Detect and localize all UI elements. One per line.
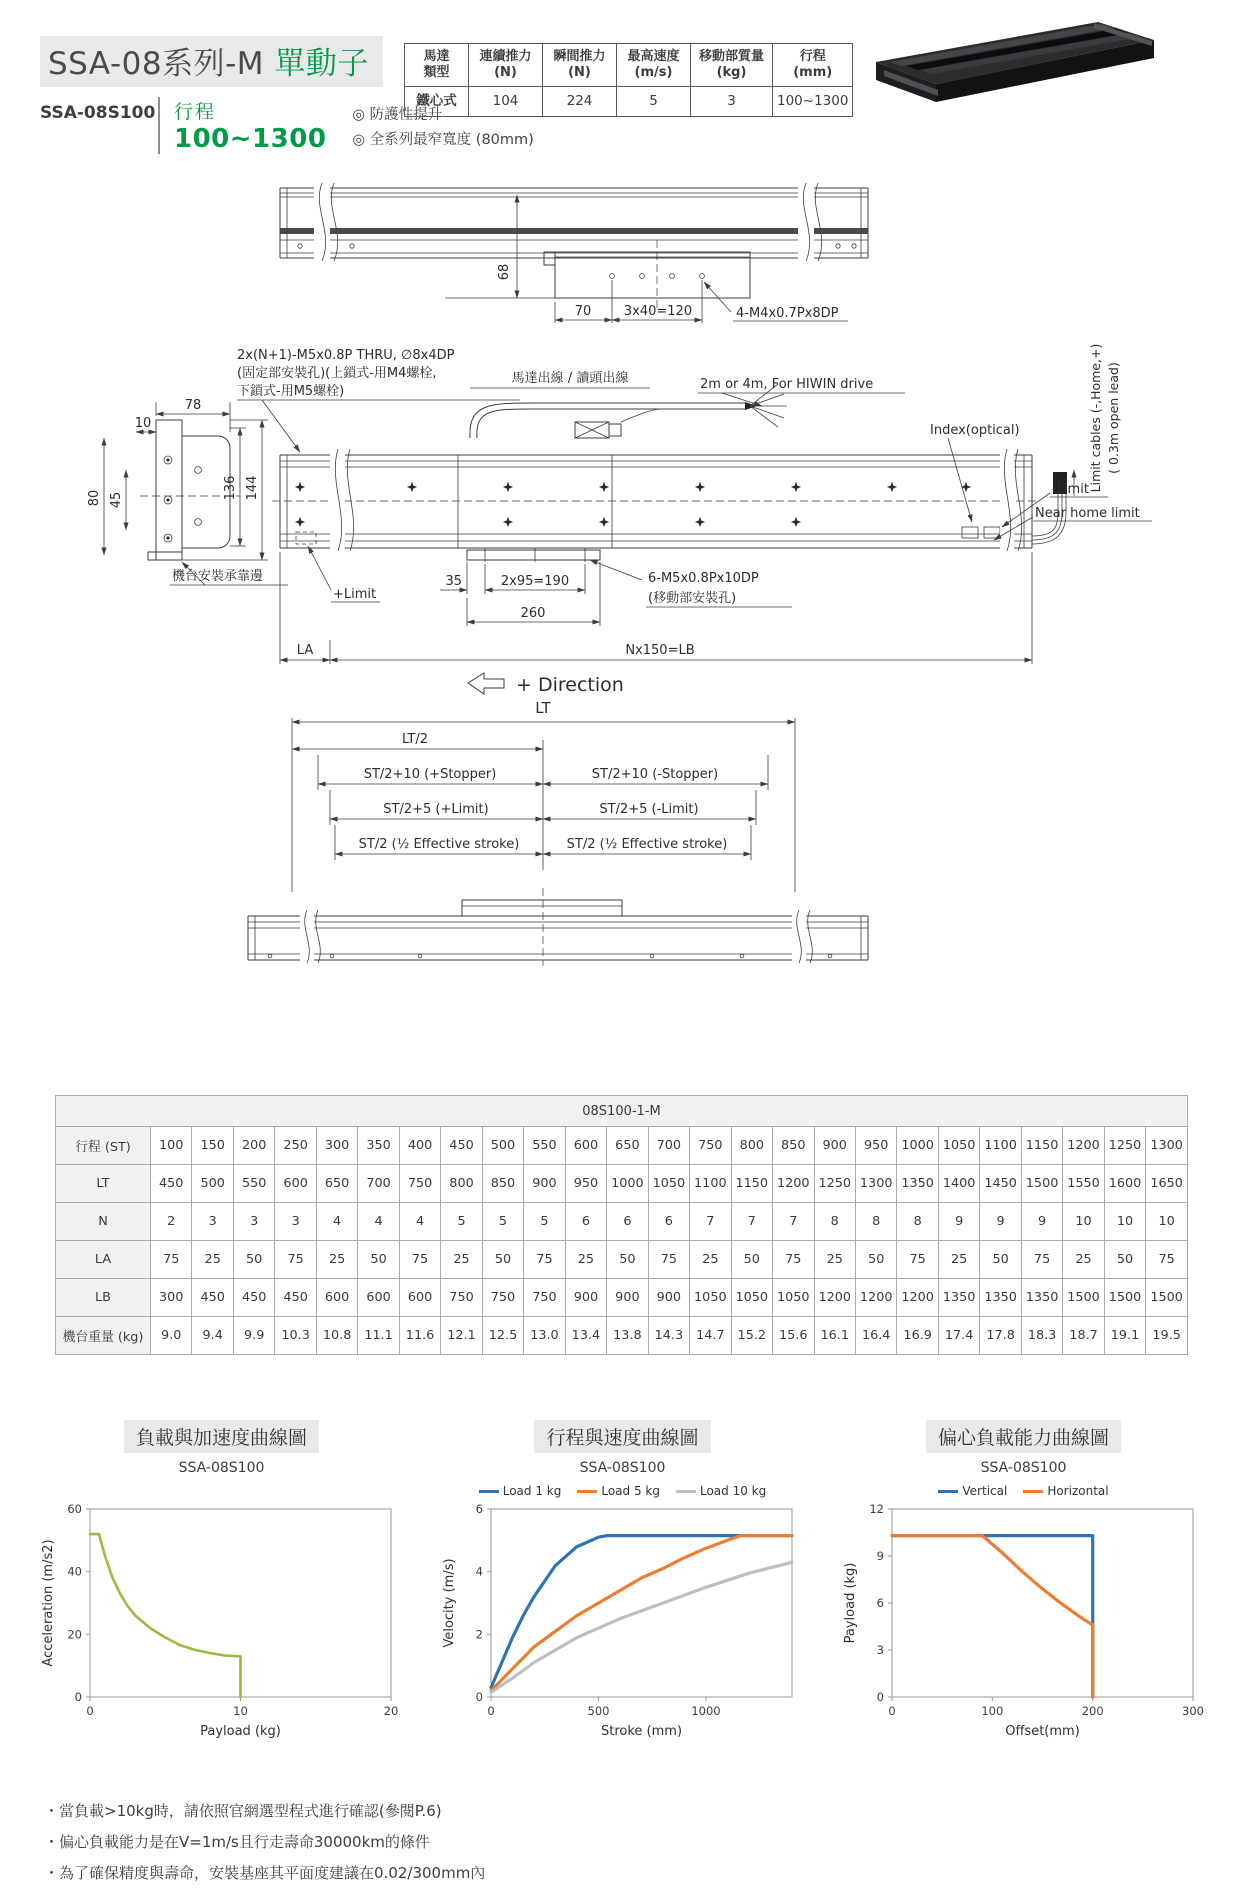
- dim-cell: 750: [441, 1279, 482, 1317]
- note-item: ・為了確保精度與壽命，安裝基座其平面度建議在0.02/300mm內: [44, 1863, 486, 1882]
- dim-cell: 9: [938, 1203, 979, 1241]
- dim-cell: 750: [399, 1165, 440, 1203]
- chart-legend: [439, 1481, 806, 1501]
- dim-cell: 16.1: [814, 1317, 855, 1355]
- chart-subtitle: SSA-08S100: [178, 1460, 265, 1476]
- svg-text:9: 9: [876, 1549, 884, 1563]
- dim-cell: 50: [980, 1241, 1021, 1279]
- svg-text:40: 40: [67, 1564, 82, 1579]
- dim-row-header: LB: [56, 1279, 151, 1317]
- dim-cell: 7: [690, 1203, 731, 1241]
- legend-item: Load 1 kg: [479, 1484, 562, 1498]
- svg-text:2: 2: [475, 1627, 483, 1642]
- title-main: SSA-08系列-M: [48, 46, 275, 82]
- dim-cell: 25: [1063, 1241, 1104, 1279]
- table-row: [56, 1241, 1188, 1279]
- dim-cell: 25: [938, 1241, 979, 1279]
- legend-swatch: [938, 1490, 958, 1494]
- dim-cell: 600: [399, 1279, 440, 1317]
- dim-cell: 300: [151, 1279, 192, 1317]
- dim-row-header: LA: [56, 1241, 151, 1279]
- dim-cell: 7: [731, 1203, 772, 1241]
- dim-cell: 1350: [938, 1279, 979, 1317]
- side-view: [87, 398, 288, 585]
- dim-cell: 1500: [1104, 1279, 1145, 1317]
- dim-cell: 75: [1146, 1241, 1188, 1279]
- label-direction: + Direction: [516, 674, 624, 696]
- dim-cell: 100: [151, 1127, 192, 1165]
- dim-cell: 1000: [607, 1165, 648, 1203]
- label-m5-holes-2: (移動部安裝孔): [648, 591, 737, 606]
- dim-cell: 1200: [855, 1279, 896, 1317]
- dim-cell: 9: [980, 1203, 1021, 1241]
- svg-text:Payload (kg): Payload (kg): [200, 1724, 281, 1739]
- top-view: [280, 183, 868, 323]
- dim-cell: 14.3: [648, 1317, 689, 1355]
- dim-cell: 15.2: [731, 1317, 772, 1355]
- stroke-diagram: [292, 699, 795, 892]
- svg-text:20: 20: [383, 1704, 399, 1718]
- spec-table: [404, 43, 853, 117]
- fixing-note-line2: (固定部安裝孔)(上鎖式-用M4螺栓,: [237, 366, 437, 381]
- chart-subtitle: SSA-08S100: [579, 1460, 666, 1476]
- dim-cell: 800: [441, 1165, 482, 1203]
- dim-cell: 3: [192, 1203, 233, 1241]
- dim-cell: 1350: [1021, 1279, 1062, 1317]
- chart-legend: [840, 1481, 1207, 1501]
- dim-label-80: 80: [87, 489, 102, 507]
- dim-cell: 11.1: [358, 1317, 399, 1355]
- dim-cell: 300: [316, 1127, 357, 1165]
- divider: [158, 97, 160, 154]
- page-title: [40, 36, 383, 87]
- title-accent: 單動子: [274, 46, 369, 82]
- dim-cell: 75: [773, 1241, 814, 1279]
- stroke-label: 行程: [174, 101, 217, 123]
- dim-cell: 750: [482, 1279, 523, 1317]
- label-m4-holes: 4-M4x0.7Px8DP: [736, 306, 839, 321]
- legend-swatch: [676, 1490, 696, 1494]
- dim-cell: 600: [275, 1165, 316, 1203]
- stroke-range: 100~1300: [174, 124, 327, 154]
- svg-text:300: 300: [1182, 1704, 1204, 1718]
- dim-cell: 600: [316, 1279, 357, 1317]
- dim-label-limit-plus: ST/2+5 (+Limit): [383, 802, 489, 817]
- dim-cell: 1350: [897, 1165, 938, 1203]
- dim-cell: 900: [648, 1279, 689, 1317]
- dim-label-68: 68: [497, 263, 512, 281]
- dim-cell: 500: [192, 1165, 233, 1203]
- svg-text:12: 12: [869, 1502, 884, 1516]
- label-mount-edge: 機台安裝承靠邊: [172, 569, 264, 584]
- dim-cell: 10: [1104, 1203, 1145, 1241]
- dim-cell: 1150: [1021, 1127, 1062, 1165]
- label-near-home: Near home limit: [1035, 506, 1140, 521]
- dim-cell: 18.7: [1063, 1317, 1104, 1355]
- dim-cell: 1350: [980, 1279, 1021, 1317]
- label-index-optical: Index(optical): [930, 423, 1020, 438]
- dim-cell: 1400: [938, 1165, 979, 1203]
- spec-header: 連續推力 (N): [469, 44, 543, 87]
- dim-cell: 450: [151, 1165, 192, 1203]
- dim-cell: 450: [275, 1279, 316, 1317]
- svg-text:Offset(mm): Offset(mm): [1005, 1724, 1080, 1739]
- dim-cell: 800: [731, 1127, 772, 1165]
- svg-text:60: 60: [67, 1502, 82, 1516]
- dim-label-35: 35: [445, 574, 462, 589]
- dim-label-78: 78: [184, 398, 202, 413]
- dim-cell: 900: [565, 1279, 606, 1317]
- legend-item: Load 10 kg: [676, 1484, 766, 1498]
- dim-cell: 19.5: [1146, 1317, 1188, 1355]
- table-row: [56, 1279, 1188, 1317]
- svg-text:6: 6: [876, 1596, 884, 1610]
- svg-text:1000: 1000: [691, 1704, 721, 1718]
- dim-table-title: 08S100-1-M: [56, 1096, 1188, 1127]
- dim-label-2x95: 2x95=190: [500, 574, 570, 589]
- dim-cell: 4: [358, 1203, 399, 1241]
- chart-legend: [38, 1481, 405, 1501]
- dim-cell: 25: [565, 1241, 606, 1279]
- note-item: ・當負載>10kg時，請依照官網選型程式進行確認(參閱P.6): [44, 1802, 442, 1820]
- dim-cell: 1500: [1146, 1279, 1188, 1317]
- dim-cell: 700: [358, 1165, 399, 1203]
- dim-label-45: 45: [109, 491, 124, 509]
- dim-label-stopper-minus: ST/2+10 (-Stopper): [591, 767, 719, 782]
- label-limit-cables-2: ( 0.3m open lead): [1106, 362, 1121, 474]
- dim-row-header: 行程 (ST): [56, 1127, 151, 1165]
- dim-cell: 50: [482, 1241, 523, 1279]
- dim-cell: 75: [275, 1241, 316, 1279]
- feature-item: ◎ 防護性提升: [352, 107, 443, 123]
- chart-title: 行程與速度曲線圖: [534, 1420, 710, 1453]
- chart-plot: [439, 1501, 806, 1741]
- svg-text:3: 3: [876, 1643, 884, 1657]
- dim-cell: 50: [358, 1241, 399, 1279]
- dim-label-stopper-plus: ST/2+10 (+Stopper): [363, 767, 497, 782]
- dim-cell: 150: [192, 1127, 233, 1165]
- dim-cell: 1650: [1146, 1165, 1188, 1203]
- dim-cell: 16.4: [855, 1317, 896, 1355]
- svg-text:200: 200: [1081, 1704, 1104, 1718]
- spec-value: 鐵心式: [405, 87, 469, 117]
- table-row: [56, 1203, 1188, 1241]
- dim-cell: 1300: [1146, 1127, 1188, 1165]
- feature-item: ◎ 全系列最窄寬度 (80mm): [352, 132, 534, 149]
- legend-item: Load 5 kg: [577, 1484, 660, 1498]
- technical-drawing: [0, 170, 1245, 970]
- front-view: [248, 888, 868, 966]
- dim-cell: 50: [1104, 1241, 1145, 1279]
- label-m5-holes: 6-M5x0.8Px10DP: [648, 571, 759, 586]
- svg-text:6: 6: [475, 1502, 483, 1516]
- dim-label-nx150: Nx150=LB: [625, 643, 695, 658]
- dim-cell: 75: [897, 1241, 938, 1279]
- spec-header: 移動部質量 (kg): [691, 44, 773, 87]
- chart-title: 負載與加速度曲線圖: [124, 1420, 319, 1453]
- svg-text:10: 10: [233, 1704, 248, 1718]
- dim-cell: 550: [524, 1127, 565, 1165]
- dim-cell: 1300: [855, 1165, 896, 1203]
- dim-cell: 1100: [690, 1165, 731, 1203]
- dim-cell: 850: [773, 1127, 814, 1165]
- dim-cell: 15.6: [773, 1317, 814, 1355]
- model-code: SSA-08S100: [40, 103, 156, 123]
- spec-value: 3: [691, 87, 773, 117]
- dim-label-limit-minus: ST/2+5 (-Limit): [599, 802, 699, 817]
- charts-row: [38, 1420, 1208, 1745]
- chart-load-acceleration: [38, 1420, 405, 1745]
- dim-cell: 19.1: [1104, 1317, 1145, 1355]
- dim-cell: 6: [565, 1203, 606, 1241]
- svg-text:4: 4: [475, 1564, 483, 1579]
- footer-notes: [44, 1796, 485, 1888]
- legend-swatch: [479, 1490, 499, 1494]
- dim-cell: 9: [1021, 1203, 1062, 1241]
- dim-cell: 1050: [731, 1279, 772, 1317]
- dim-cell: 1150: [731, 1165, 772, 1203]
- dim-cell: 6: [607, 1203, 648, 1241]
- dim-cell: 4: [399, 1203, 440, 1241]
- product-image: [846, 8, 1191, 110]
- svg-text:100: 100: [981, 1704, 1004, 1718]
- label-limit-cables-1: Limit cables (-,Home,+): [1088, 343, 1103, 493]
- label-cable-length: 2m or 4m, For HIWIN drive: [700, 377, 874, 392]
- dim-cell: 850: [482, 1165, 523, 1203]
- table-row: [56, 1127, 1188, 1165]
- spec-header: 最高速度 (m/s): [617, 44, 691, 87]
- fixing-holes-note: [237, 348, 520, 452]
- dim-cell: 600: [358, 1279, 399, 1317]
- svg-text:Acceleration (m/s2): Acceleration (m/s2): [41, 1539, 56, 1667]
- dim-cell: 1200: [897, 1279, 938, 1317]
- dim-row-header: LT: [56, 1165, 151, 1203]
- dim-cell: 8: [814, 1203, 855, 1241]
- dim-cell: 9.9: [233, 1317, 274, 1355]
- dim-cell: 3: [275, 1203, 316, 1241]
- dim-cell: 1250: [1104, 1127, 1145, 1165]
- dim-cell: 550: [233, 1165, 274, 1203]
- dim-row-header: 機台重量 (kg): [56, 1317, 151, 1355]
- dim-cell: 13.4: [565, 1317, 606, 1355]
- dim-cell: 5: [482, 1203, 523, 1241]
- dim-cell: 25: [316, 1241, 357, 1279]
- dim-cell: 500: [482, 1127, 523, 1165]
- dim-cell: 1500: [1021, 1165, 1062, 1203]
- fixing-note-line3: 下鎖式-用M5螺栓): [237, 384, 345, 399]
- legend-swatch: [577, 1490, 597, 1494]
- dim-cell: 10.8: [316, 1317, 357, 1355]
- dim-cell: 6: [648, 1203, 689, 1241]
- dim-cell: 1200: [773, 1165, 814, 1203]
- chart-eccentric-load: [840, 1420, 1207, 1745]
- dim-cell: 14.7: [690, 1317, 731, 1355]
- spec-header: 行程 (mm): [773, 44, 853, 87]
- dim-cell: 10: [1063, 1203, 1104, 1241]
- dim-cell: 75: [399, 1241, 440, 1279]
- dim-cell: 200: [233, 1127, 274, 1165]
- dim-label-effective-left: ST/2 (½ Effective stroke): [358, 837, 520, 852]
- dim-label-lt2: LT/2: [401, 732, 429, 747]
- dim-cell: 250: [275, 1127, 316, 1165]
- dim-cell: 13.8: [607, 1317, 648, 1355]
- dim-cell: 750: [690, 1127, 731, 1165]
- dim-label-la: LA: [296, 643, 314, 658]
- spec-value: 224: [543, 87, 617, 117]
- dim-cell: 5: [524, 1203, 565, 1241]
- dim-cell: 1050: [773, 1279, 814, 1317]
- dim-cell: 950: [565, 1165, 606, 1203]
- table-row: [56, 1165, 1188, 1203]
- dim-cell: 25: [690, 1241, 731, 1279]
- svg-text:Stroke (mm): Stroke (mm): [600, 1724, 683, 1739]
- cable-assembly: [470, 370, 905, 438]
- legend-item: Horizontal: [1023, 1484, 1108, 1498]
- dim-label-10: 10: [134, 416, 152, 431]
- dim-cell: 1050: [938, 1127, 979, 1165]
- spec-header: 瞬間推力 (N): [543, 44, 617, 87]
- svg-text:20: 20: [67, 1627, 82, 1642]
- dim-label-260: 260: [520, 606, 546, 621]
- dim-cell: 75: [648, 1241, 689, 1279]
- dim-cell: 700: [648, 1127, 689, 1165]
- dim-cell: 7: [773, 1203, 814, 1241]
- dim-cell: 12.5: [482, 1317, 523, 1355]
- legend-swatch: [1023, 1490, 1043, 1494]
- spec-value: 104: [469, 87, 543, 117]
- dim-cell: 50: [731, 1241, 772, 1279]
- legend-item: Vertical: [938, 1484, 1007, 1498]
- dim-cell: 18.3: [1021, 1317, 1062, 1355]
- dim-cell: 13.0: [524, 1317, 565, 1355]
- dim-cell: 10.3: [275, 1317, 316, 1355]
- svg-text:0: 0: [876, 1690, 884, 1704]
- dim-cell: 16.9: [897, 1317, 938, 1355]
- dim-cell: 4: [316, 1203, 357, 1241]
- dim-cell: 17.8: [980, 1317, 1021, 1355]
- chart-title: 偏心負載能力曲線圖: [926, 1420, 1121, 1453]
- dim-cell: 1600: [1104, 1165, 1145, 1203]
- dim-cell: 75: [524, 1241, 565, 1279]
- chart-subtitle: SSA-08S100: [980, 1460, 1067, 1476]
- dim-cell: 1450: [980, 1165, 1021, 1203]
- dim-cell: 9.4: [192, 1317, 233, 1355]
- spec-value: 100~1300: [773, 87, 853, 117]
- label-minus-limit: -Limit: [1052, 482, 1089, 497]
- dim-cell: 12.1: [441, 1317, 482, 1355]
- svg-text:0: 0: [475, 1690, 483, 1704]
- dim-cell: 1000: [897, 1127, 938, 1165]
- dimension-table: [55, 1095, 1188, 1355]
- dim-cell: 1500: [1063, 1279, 1104, 1317]
- dim-cell: 2: [151, 1203, 192, 1241]
- dim-label-effective-right: ST/2 (½ Effective stroke): [566, 837, 728, 852]
- dim-label-lt: LT: [535, 699, 551, 717]
- dim-cell: 50: [607, 1241, 648, 1279]
- dim-label-70: 70: [574, 304, 592, 319]
- dim-cell: 10: [1146, 1203, 1188, 1241]
- dim-cell: 650: [316, 1165, 357, 1203]
- dim-label-3x40: 3x40=120: [623, 304, 693, 319]
- dim-cell: 75: [1021, 1241, 1062, 1279]
- dim-cell: 750: [524, 1279, 565, 1317]
- dim-cell: 8: [897, 1203, 938, 1241]
- table-row: [56, 1317, 1188, 1355]
- dim-cell: 1250: [814, 1165, 855, 1203]
- dim-cell: 400: [399, 1127, 440, 1165]
- svg-text:0: 0: [86, 1704, 94, 1718]
- dim-label-144: 144: [245, 475, 260, 501]
- dim-cell: 1550: [1063, 1165, 1104, 1203]
- dim-cell: 1200: [814, 1279, 855, 1317]
- dim-cell: 450: [441, 1127, 482, 1165]
- svg-text:0: 0: [487, 1704, 495, 1718]
- spec-header: 馬達 類型: [405, 44, 469, 87]
- chart-plot: [840, 1501, 1207, 1741]
- svg-text:Payload (kg): Payload (kg): [843, 1562, 858, 1644]
- dim-cell: 9.0: [151, 1317, 192, 1355]
- dim-cell: 350: [358, 1127, 399, 1165]
- dim-cell: 25: [192, 1241, 233, 1279]
- dim-cell: 450: [233, 1279, 274, 1317]
- dim-cell: 1050: [690, 1279, 731, 1317]
- dim-label-136: 136: [223, 475, 238, 501]
- dim-cell: 3: [233, 1203, 274, 1241]
- dim-cell: 1200: [1063, 1127, 1104, 1165]
- dim-row-header: N: [56, 1203, 151, 1241]
- label-plus-limit: +Limit: [333, 587, 377, 602]
- dim-cell: 950: [855, 1127, 896, 1165]
- svg-text:0: 0: [74, 1690, 82, 1704]
- dim-cell: 50: [233, 1241, 274, 1279]
- spec-value: 5: [617, 87, 691, 117]
- chart-plot: [38, 1501, 405, 1741]
- svg-text:Velocity (m/s): Velocity (m/s): [442, 1558, 457, 1648]
- dim-cell: 25: [814, 1241, 855, 1279]
- svg-text:500: 500: [587, 1704, 610, 1718]
- dim-cell: 600: [565, 1127, 606, 1165]
- svg-text:0: 0: [888, 1704, 896, 1718]
- dim-cell: 450: [192, 1279, 233, 1317]
- chart-stroke-velocity: [439, 1420, 806, 1745]
- dim-cell: 25: [441, 1241, 482, 1279]
- plan-view: [272, 344, 1152, 696]
- fixing-note-line1: 2x(N+1)-M5x0.8P THRU, ∅8x4DP: [237, 348, 455, 363]
- dim-cell: 1100: [980, 1127, 1021, 1165]
- dim-cell: 5: [441, 1203, 482, 1241]
- dim-cell: 50: [855, 1241, 896, 1279]
- dim-cell: 1050: [648, 1165, 689, 1203]
- dim-cell: 75: [151, 1241, 192, 1279]
- dim-cell: 900: [814, 1127, 855, 1165]
- dim-cell: 900: [524, 1165, 565, 1203]
- dim-cell: 900: [607, 1279, 648, 1317]
- dim-cell: 17.4: [938, 1317, 979, 1355]
- dim-cell: 650: [607, 1127, 648, 1165]
- dim-cell: 8: [855, 1203, 896, 1241]
- label-motor-outlet: 馬達出線 / 讀頭出線: [511, 371, 629, 386]
- note-item: ・偏心負載能力是在V=1m/s且行走壽命30000km的條件: [44, 1832, 430, 1851]
- dim-cell: 11.6: [399, 1317, 440, 1355]
